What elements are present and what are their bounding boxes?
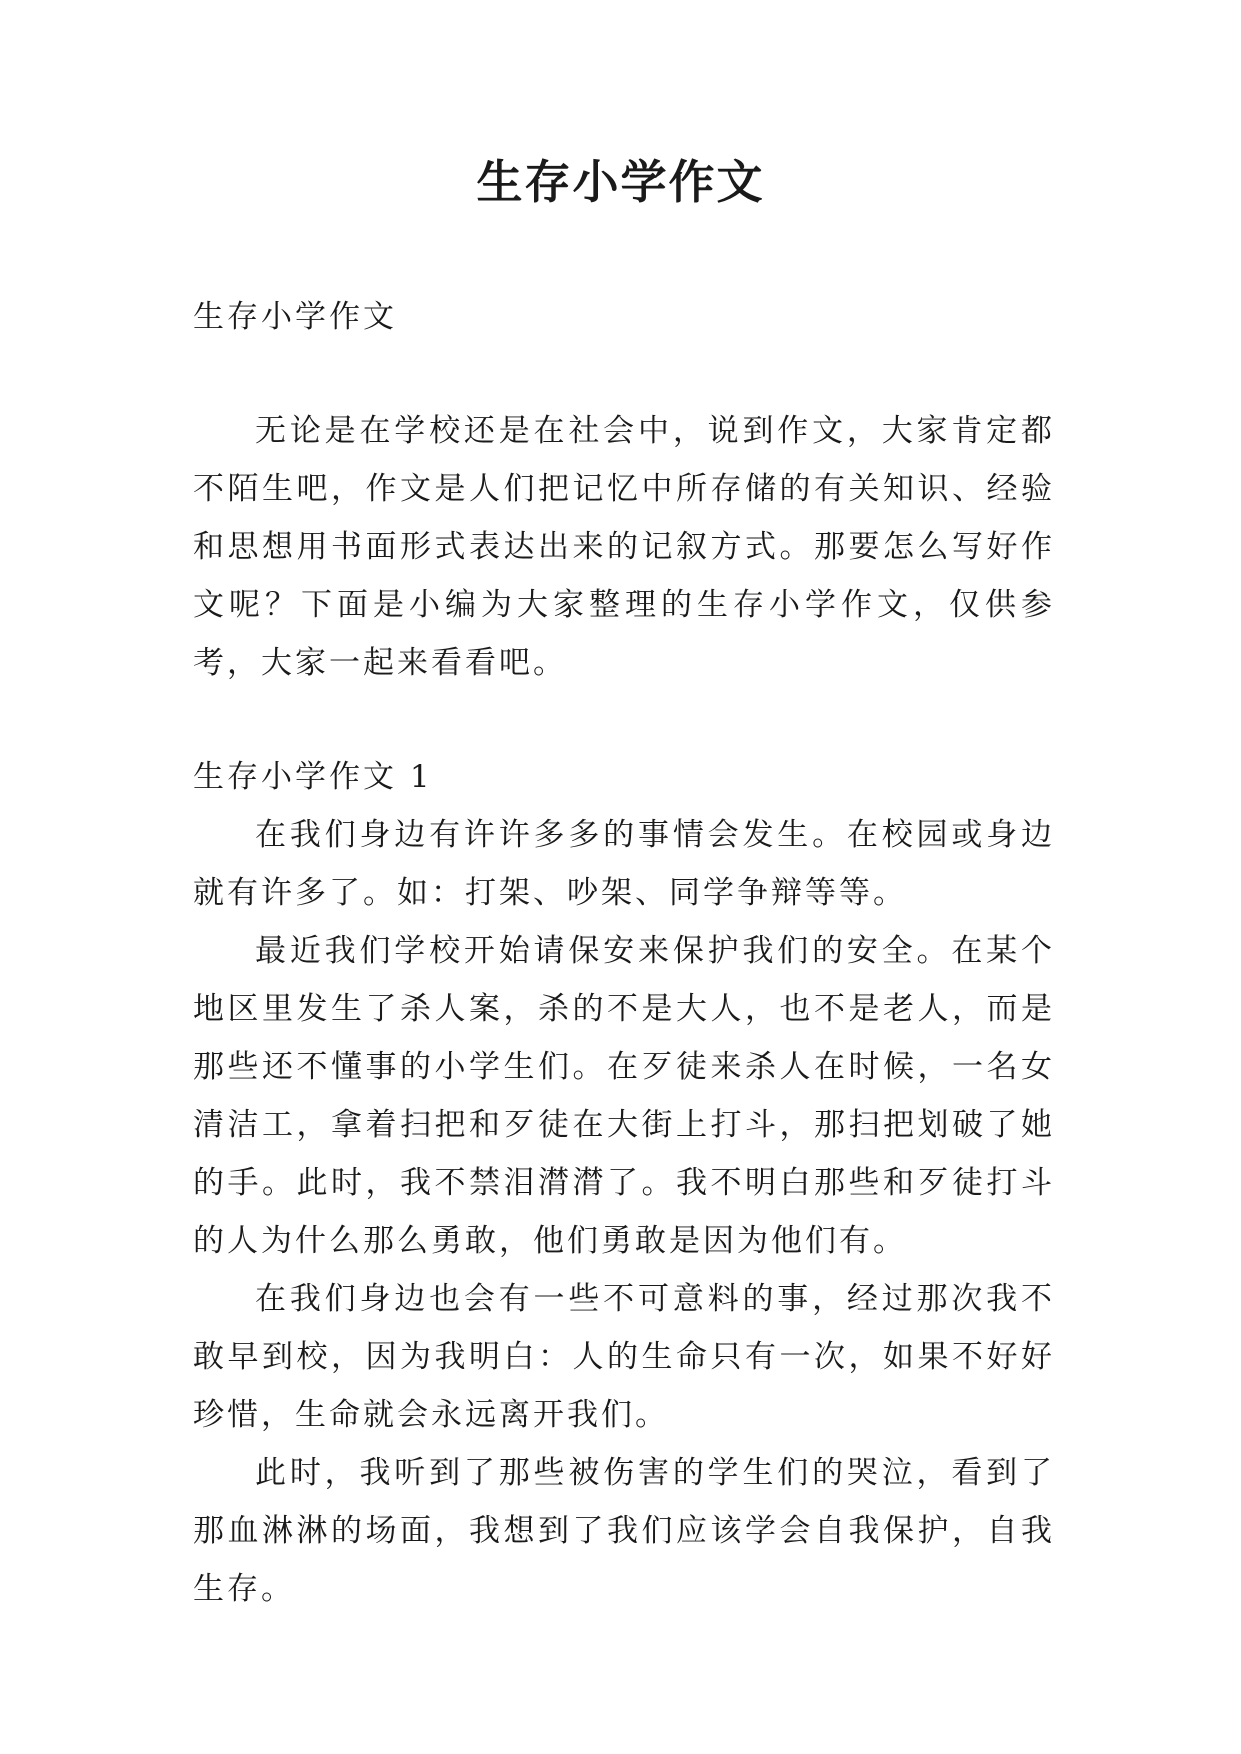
body-paragraph-3: 在我们身边也会有一些不可意料的事，经过那次我不敢早到校，因为我明白：人的生命只有一次，如果不好好珍惜，生命就会永远离开我们。 bbox=[193, 1281, 1055, 1433]
intro-paragraph: 无论是在学校还是在社会中，说到作文，大家肯定都不陌生吧，作文是人们把记忆中所存储的有关知识、经验和思想用书面形式表达出来的记叙方式。那要怎么写好作文呢？下面是小编为大家整理的生存小学作文，仅供参考，大家一起来看看吧。 bbox=[193, 413, 1055, 681]
body-paragraph-1: 在我们身边有许许多多的事情会发生。在校园或身边就有许多了。如：打架、吵架、同学争辩等等。 bbox=[193, 817, 1055, 911]
document-body bbox=[193, 288, 1055, 1618]
document-subtitle: 生存小学作文 bbox=[193, 299, 397, 335]
body-paragraph-2: 最近我们学校开始请保安来保护我们的安全。在某个地区里发生了杀人案，杀的不是大人，也不是老人，而是那些还不懂事的小学生们。在歹徒来杀人在时候，一名女清洁工，拿着扫把和歹徒在大街上打斗，那扫把划破了她的手。此时，我不禁泪潸潸了。我不明白那些和歹徒打斗的人为什么那么勇敢，他们勇敢是因为他们有。 bbox=[193, 933, 1055, 1259]
body-paragraph-4: 此时，我听到了那些被伤害的学生们的哭泣，看到了那血淋淋的场面，我想到了我们应该学会自我保护，自我生存。 bbox=[193, 1455, 1055, 1607]
section-heading: 生存小学作文 1 bbox=[193, 759, 433, 795]
document-title: 生存小学作文 bbox=[476, 155, 765, 209]
